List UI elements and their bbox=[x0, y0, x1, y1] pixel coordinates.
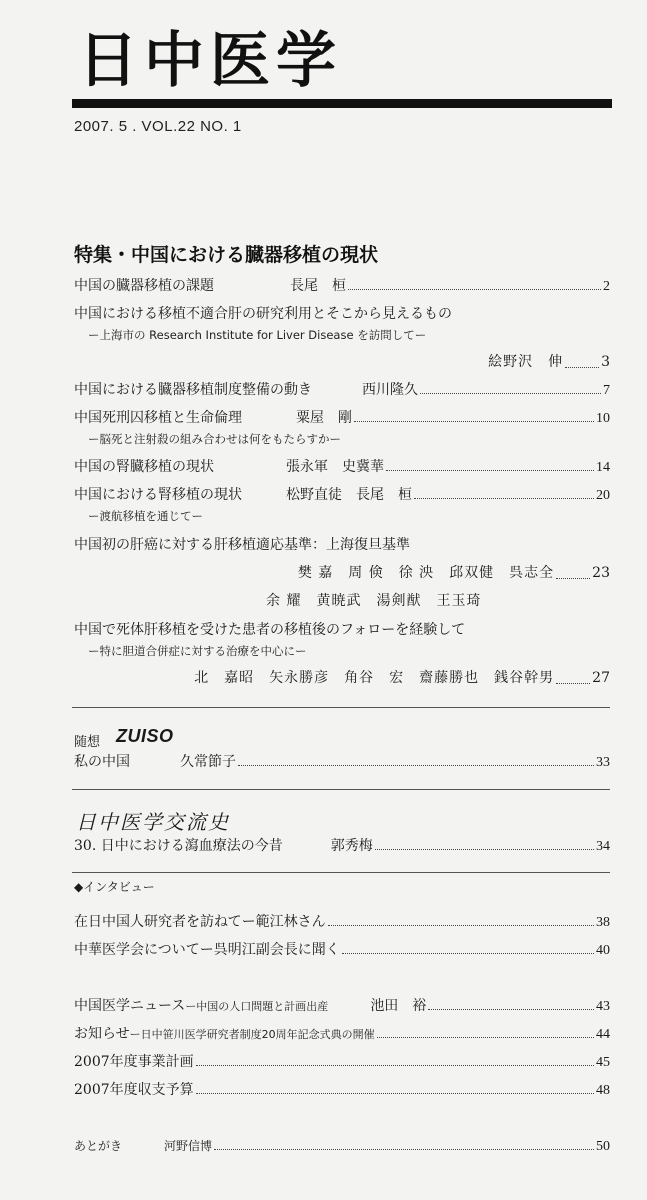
entry-page: 23 bbox=[592, 565, 610, 581]
zuiso-label: 随想 bbox=[74, 735, 101, 750]
entry-title: お知らせ bbox=[74, 1026, 130, 1042]
toc-entry[interactable] bbox=[74, 1024, 610, 1045]
entry-author: 郭秀梅 bbox=[330, 838, 373, 854]
entry-note: ー中国の人口問題と計画出産 bbox=[185, 1000, 329, 1013]
entry-title: 2007年度事業計画 bbox=[74, 1054, 194, 1070]
entry-title: 中国における移植不適合肝の研究利用とそこから見えるもの bbox=[74, 306, 452, 322]
interview-label: ◆インタビュー bbox=[74, 880, 155, 894]
leader-dots bbox=[348, 289, 601, 290]
entry-title: 中国初の肝癌に対する肝移植適応基準：上海復旦基準 bbox=[74, 537, 410, 553]
entry-page: 44 bbox=[596, 1027, 610, 1042]
leader-dots bbox=[342, 953, 594, 954]
entry-page: 3 bbox=[601, 354, 610, 370]
entry-title: 中華医学会についてー呉明江副会長に聞く bbox=[74, 942, 340, 958]
leader-dots bbox=[375, 849, 594, 850]
entry-author: 絵野沢 伸 bbox=[488, 354, 564, 370]
toc-entry[interactable] bbox=[74, 836, 610, 857]
entry-title: 私の中国 bbox=[74, 754, 130, 770]
entry-author: 長尾 桓 bbox=[290, 278, 346, 294]
entry-subtitle: ー渡航移植を通じてー bbox=[88, 509, 203, 523]
entry-page: 7 bbox=[603, 383, 610, 398]
leader-dots bbox=[414, 498, 594, 499]
toc-entry[interactable] bbox=[74, 408, 610, 429]
toc-entry[interactable] bbox=[74, 912, 610, 933]
zuiso-label-en: ZUISO bbox=[116, 726, 174, 746]
entry-page: 14 bbox=[596, 460, 610, 475]
entry-page: 43 bbox=[596, 999, 610, 1014]
section-divider bbox=[72, 707, 610, 708]
leader-dots bbox=[196, 1065, 594, 1066]
toc-entry[interactable] bbox=[74, 996, 610, 1017]
entry-title: 中国医学ニュース bbox=[74, 998, 186, 1014]
entry-title: 2007年度収支予算 bbox=[74, 1082, 194, 1098]
issue-info: 2007. 5 . VOL.22 NO. 1 bbox=[74, 118, 242, 135]
leader-dots bbox=[565, 352, 599, 368]
entry-page: 34 bbox=[596, 839, 610, 854]
leader-dots bbox=[328, 925, 594, 926]
entry-authors: 北 嘉昭 矢永勝彦 角谷 宏 齋藤勝也 銭谷幹男 bbox=[194, 670, 555, 686]
entry-authors: 樊 嘉 周 倹 徐 泱 邱双健 呉志全 bbox=[297, 565, 555, 581]
entry-note: ー日中笹川医学研究者制度20周年記念式典の開催 bbox=[129, 1028, 375, 1041]
section-divider bbox=[72, 789, 610, 790]
leader-dots bbox=[428, 1009, 594, 1010]
entry-page: 20 bbox=[596, 488, 610, 503]
section-divider bbox=[72, 872, 610, 873]
entry-subtitle: ー脳死と注射殺の組み合わせは何をもたらすかー bbox=[88, 432, 341, 446]
entry-title: 30. 日中における瀉血療法の今昔 bbox=[74, 838, 283, 854]
entry-author-line bbox=[74, 563, 610, 583]
entry-author: 池田 裕 bbox=[370, 998, 427, 1014]
entry-author: 松野直徒 長尾 桓 bbox=[286, 487, 412, 503]
leader-dots bbox=[377, 1037, 594, 1038]
entry-title: 中国で死体肝移植を受けた患者の移植後のフォローを経験して bbox=[74, 622, 466, 638]
leader-dots bbox=[556, 563, 590, 579]
toc-entry[interactable] bbox=[74, 304, 610, 324]
entry-page: 10 bbox=[596, 411, 610, 426]
header-rule bbox=[72, 99, 612, 108]
toc-entry[interactable] bbox=[74, 620, 610, 640]
entry-author: 西川隆久 bbox=[362, 382, 418, 398]
entry-page: 33 bbox=[596, 755, 610, 770]
toc-entry[interactable] bbox=[74, 940, 610, 961]
leader-dots bbox=[386, 470, 594, 471]
entry-title: 中国の腎臓移植の現状 bbox=[74, 459, 214, 475]
entry-authors: 余 耀 黄暁武 湯剣猷 王玉琦 bbox=[266, 593, 482, 609]
entry-author: 粟屋 剛 bbox=[296, 410, 352, 426]
toc-entry[interactable] bbox=[74, 1136, 610, 1157]
entry-subtitle: ー特に胆道合併症に対する治療を中心にー bbox=[88, 644, 307, 658]
entry-author-line bbox=[74, 668, 610, 688]
entry-title: 在日中国人研究者を訪ねてー範江林さん bbox=[74, 914, 326, 930]
leader-dots bbox=[420, 393, 601, 394]
entry-author: 張永軍 史冀華 bbox=[286, 459, 384, 475]
leader-dots bbox=[556, 668, 590, 684]
entry-page: 38 bbox=[596, 915, 610, 930]
entry-author: 久常節子 bbox=[180, 754, 236, 770]
toc-entry[interactable] bbox=[74, 535, 610, 555]
leader-dots bbox=[196, 1093, 594, 1094]
entry-title: 中国における臓器移植制度整備の動き bbox=[74, 382, 312, 398]
toc-entry[interactable] bbox=[74, 380, 610, 401]
entry-subtitle: ー上海市の Research Institute for Liver Disease を訪問してー bbox=[88, 328, 427, 342]
leader-dots bbox=[214, 1149, 594, 1150]
toc-entry[interactable] bbox=[74, 1052, 610, 1073]
entry-page: 45 bbox=[596, 1055, 610, 1070]
entry-page: 50 bbox=[596, 1139, 610, 1154]
entry-title: 中国における腎移植の現状 bbox=[74, 487, 242, 503]
entry-title: あとがき bbox=[74, 1139, 123, 1153]
leader-dots bbox=[238, 765, 594, 766]
entry-title: 中国の臓器移植の課題 bbox=[74, 278, 214, 294]
entry-title: 中国死刑囚移植と生命倫理 bbox=[74, 410, 242, 426]
entry-author: 河野信博 bbox=[164, 1139, 213, 1153]
entry-page: 40 bbox=[596, 943, 610, 958]
entry-page: 27 bbox=[592, 670, 610, 686]
toc-entry[interactable] bbox=[74, 752, 610, 773]
history-title: 日中医学交流史 bbox=[76, 810, 230, 834]
journal-title: 日中医学 bbox=[78, 26, 342, 96]
toc-entry[interactable] bbox=[74, 1080, 610, 1101]
toc-entry[interactable] bbox=[74, 457, 610, 478]
toc-entry[interactable] bbox=[74, 276, 610, 297]
entry-page: 48 bbox=[596, 1083, 610, 1098]
toc-entry[interactable] bbox=[74, 485, 610, 506]
entry-page: 2 bbox=[603, 279, 610, 294]
entry-author-line bbox=[74, 352, 610, 372]
leader-dots bbox=[354, 421, 594, 422]
feature-title: 特集・中国における臓器移植の現状 bbox=[74, 244, 379, 266]
